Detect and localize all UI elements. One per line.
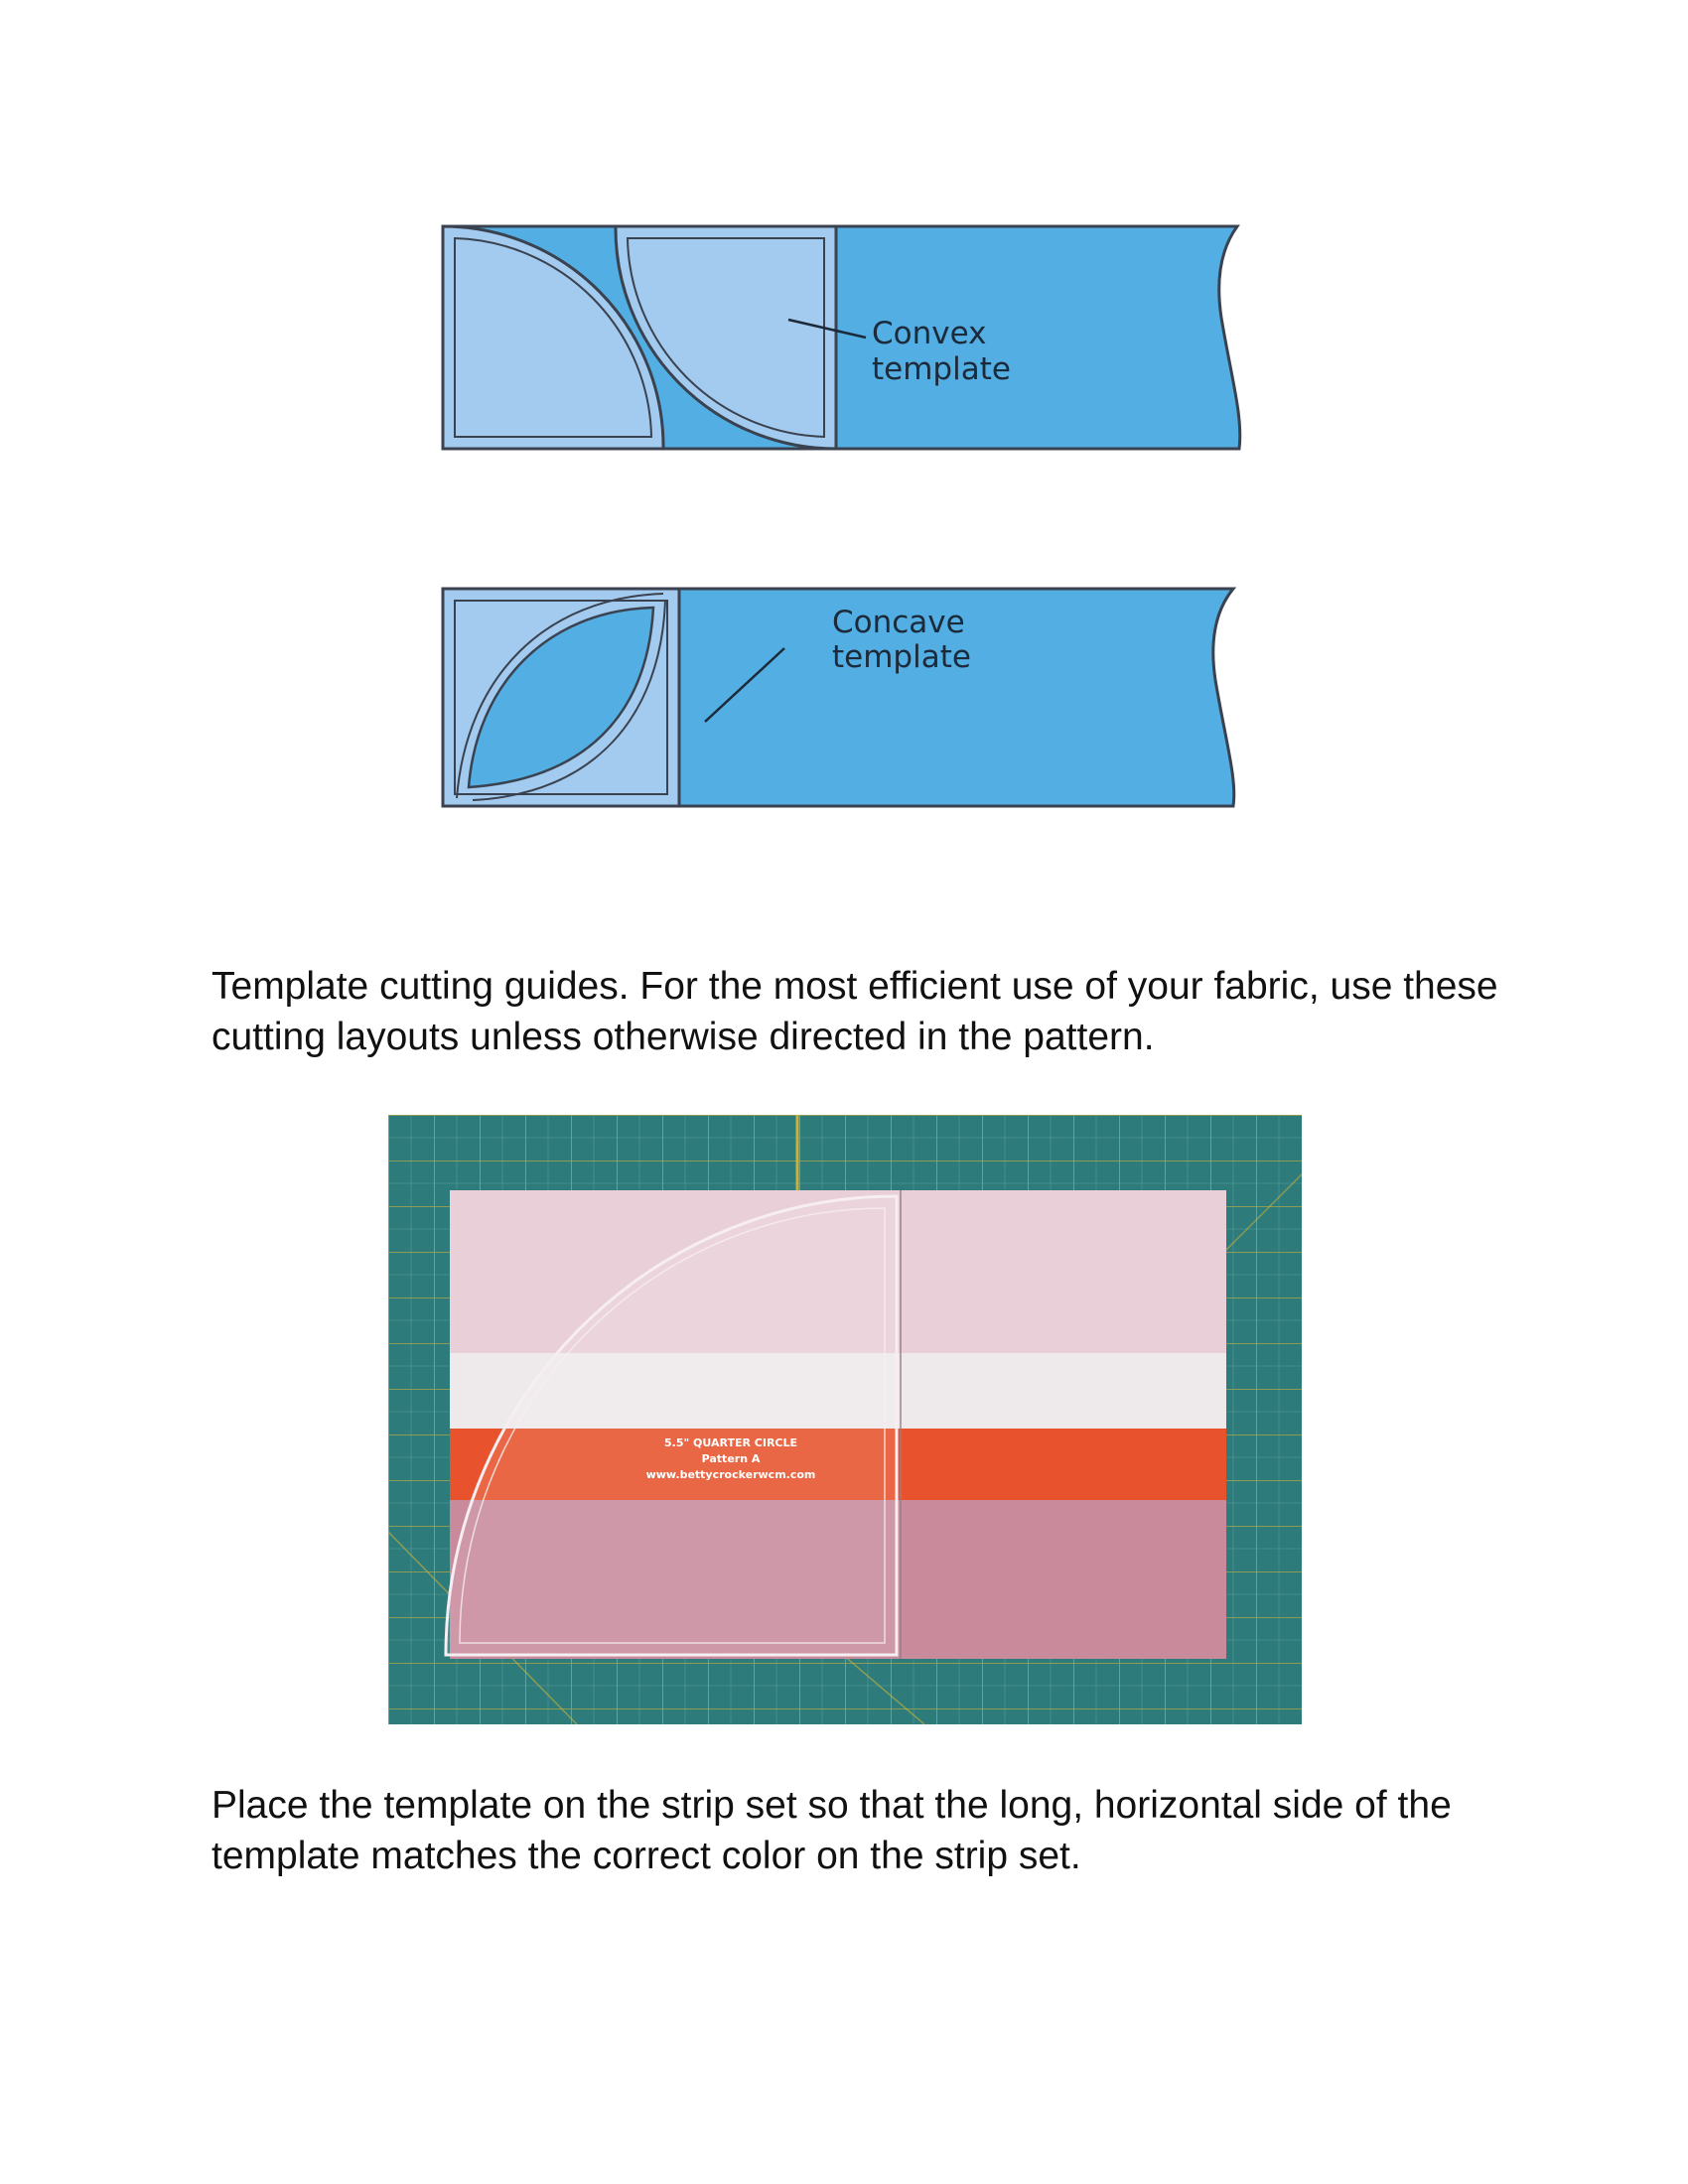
caption-cutting-guides: Template cutting guides. For the most efficient use of your fabric, use these cutting layouts unless otherwise directed in the pattern. <box>211 965 1498 1058</box>
template-text-line2: Pattern A <box>701 1452 761 1465</box>
concave-label-line1: Concave <box>832 605 965 640</box>
template-text-line3: www.bettycrockerwcm.com <box>645 1468 816 1481</box>
concave-label-line2: template <box>832 639 971 675</box>
concave-layout <box>443 589 1234 806</box>
convex-label-line2: template <box>872 351 1011 387</box>
template-cutting-diagram <box>437 218 1251 903</box>
template-text-line1: 5.5" QUARTER CIRCLE <box>663 1436 798 1449</box>
convex-layout <box>443 226 1240 449</box>
strip-set-photo <box>388 1115 1302 1724</box>
convex-label-line1: Convex <box>872 316 987 351</box>
caption-place-template: Place the template on the strip set so that the long, horizontal side of the template matches the correct color on the strip set. <box>211 1784 1452 1877</box>
